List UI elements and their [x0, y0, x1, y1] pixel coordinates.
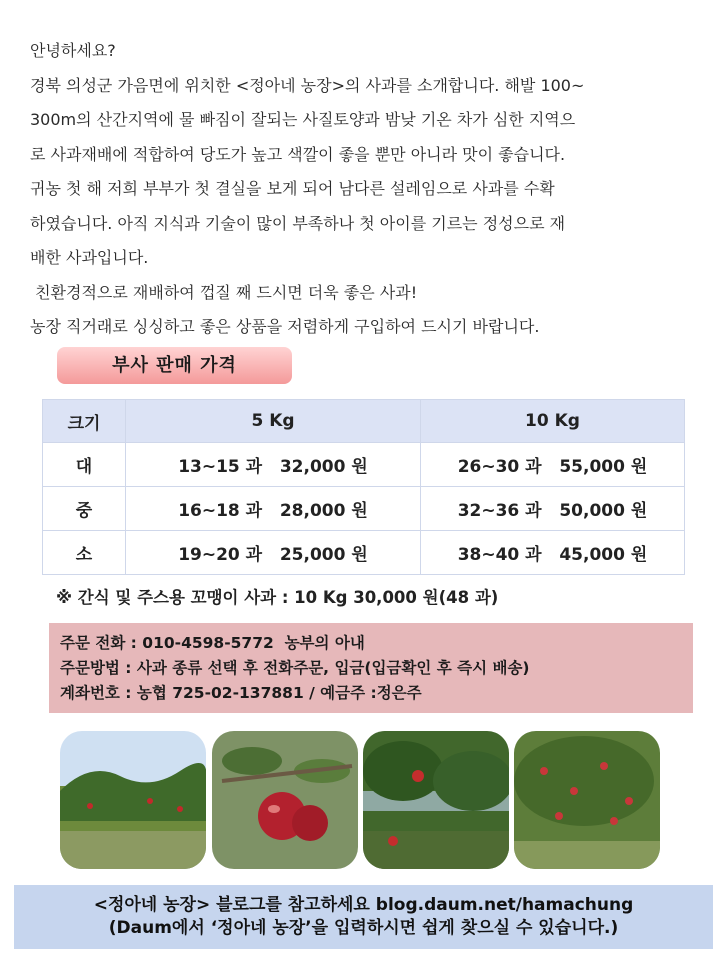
intro-line: 300m의 산간지역에 물 빠짐이 잘되는 사질토양과 밤낮 기온 차가 심한 지역으 [30, 110, 576, 129]
orchard-row-photo [363, 731, 509, 869]
table-row [43, 487, 685, 531]
order-phone: 주문 전화 : 010-4598-5772 농부의 아내 [60, 634, 365, 652]
price-section-title: 부사 판매 가격 [57, 347, 292, 384]
size-cell: 대 [43, 443, 126, 487]
price-10kg-cell: 32~36 과 50,000 원 [421, 487, 685, 531]
table-row [43, 531, 685, 575]
size-cell: 중 [43, 487, 126, 531]
price-10kg-cell: 38~40 과 45,000 원 [421, 531, 685, 575]
apple-closeup-photo [212, 731, 358, 869]
order-method: 주문방법 : 사과 종류 선택 후 전화주문, 입금(입금확인 후 즉시 배송) [60, 659, 530, 677]
intro-line: 귀농 첫 해 저희 부부가 첫 결실을 보게 되어 남다른 설레임으로 사과를 수확 [30, 179, 555, 198]
blog-link-text[interactable]: <정아네 농장> 블로그를 참고하세요 blog.daum.net/hamachung [93, 895, 634, 915]
mini-apple-note: ※ 간식 및 주스용 꼬맹이 사과 : 10 Kg 30,000 원(48 과) [56, 588, 499, 607]
table-header-row [43, 400, 685, 443]
table-row [43, 443, 685, 487]
header-10kg: 10 Kg [421, 400, 685, 443]
price-5kg-cell: 16~18 과 28,000 원 [126, 487, 421, 531]
price-5kg-cell: 13~15 과 32,000 원 [126, 443, 421, 487]
price-table [42, 399, 685, 575]
intro-line: 하였습니다. 아직 지식과 기술이 많이 부족하나 첫 아이를 기르는 정성으로 재 [30, 213, 566, 233]
intro-line: 친환경적으로 재배하여 껍질 째 드시면 더욱 좋은 사과! [30, 282, 418, 302]
header-5kg: 5 Kg [126, 400, 421, 443]
order-account: 계좌번호 : 농협 725-02-137881 / 예금주 :정은주 [60, 684, 422, 702]
size-cell: 소 [43, 531, 126, 575]
blog-search-hint: (Daum에서 ‘정아네 농장’을 입력하시면 쉽게 찾으실 수 있습니다.) [108, 918, 619, 938]
price-5kg-cell: 19~20 과 25,000 원 [126, 531, 421, 575]
order-info-box [49, 623, 693, 713]
header-size: 크기 [43, 400, 126, 443]
orchard-photos [60, 731, 660, 869]
blog-banner [14, 885, 713, 949]
intro-text [30, 34, 700, 345]
intro-line: 로 사과재배에 적합하여 당도가 높고 색깔이 좋을 뿐만 아니라 맛이 좋습니다. [30, 144, 566, 164]
intro-line: 배한 사과입니다. [30, 248, 149, 267]
intro-line: 농장 직거래로 싱싱하고 좋은 상품을 저렴하게 구입하여 드시기 바랍니다. [30, 317, 540, 336]
apple-tree-photo [514, 731, 660, 869]
price-10kg-cell: 26~30 과 55,000 원 [421, 443, 685, 487]
intro-line: 안녕하세요? [30, 41, 116, 60]
orchard-photo [60, 731, 206, 869]
intro-line: 경북 의성군 가음면에 위치한 <정아네 농장>의 사과를 소개합니다. 해발 100~ [30, 75, 585, 95]
